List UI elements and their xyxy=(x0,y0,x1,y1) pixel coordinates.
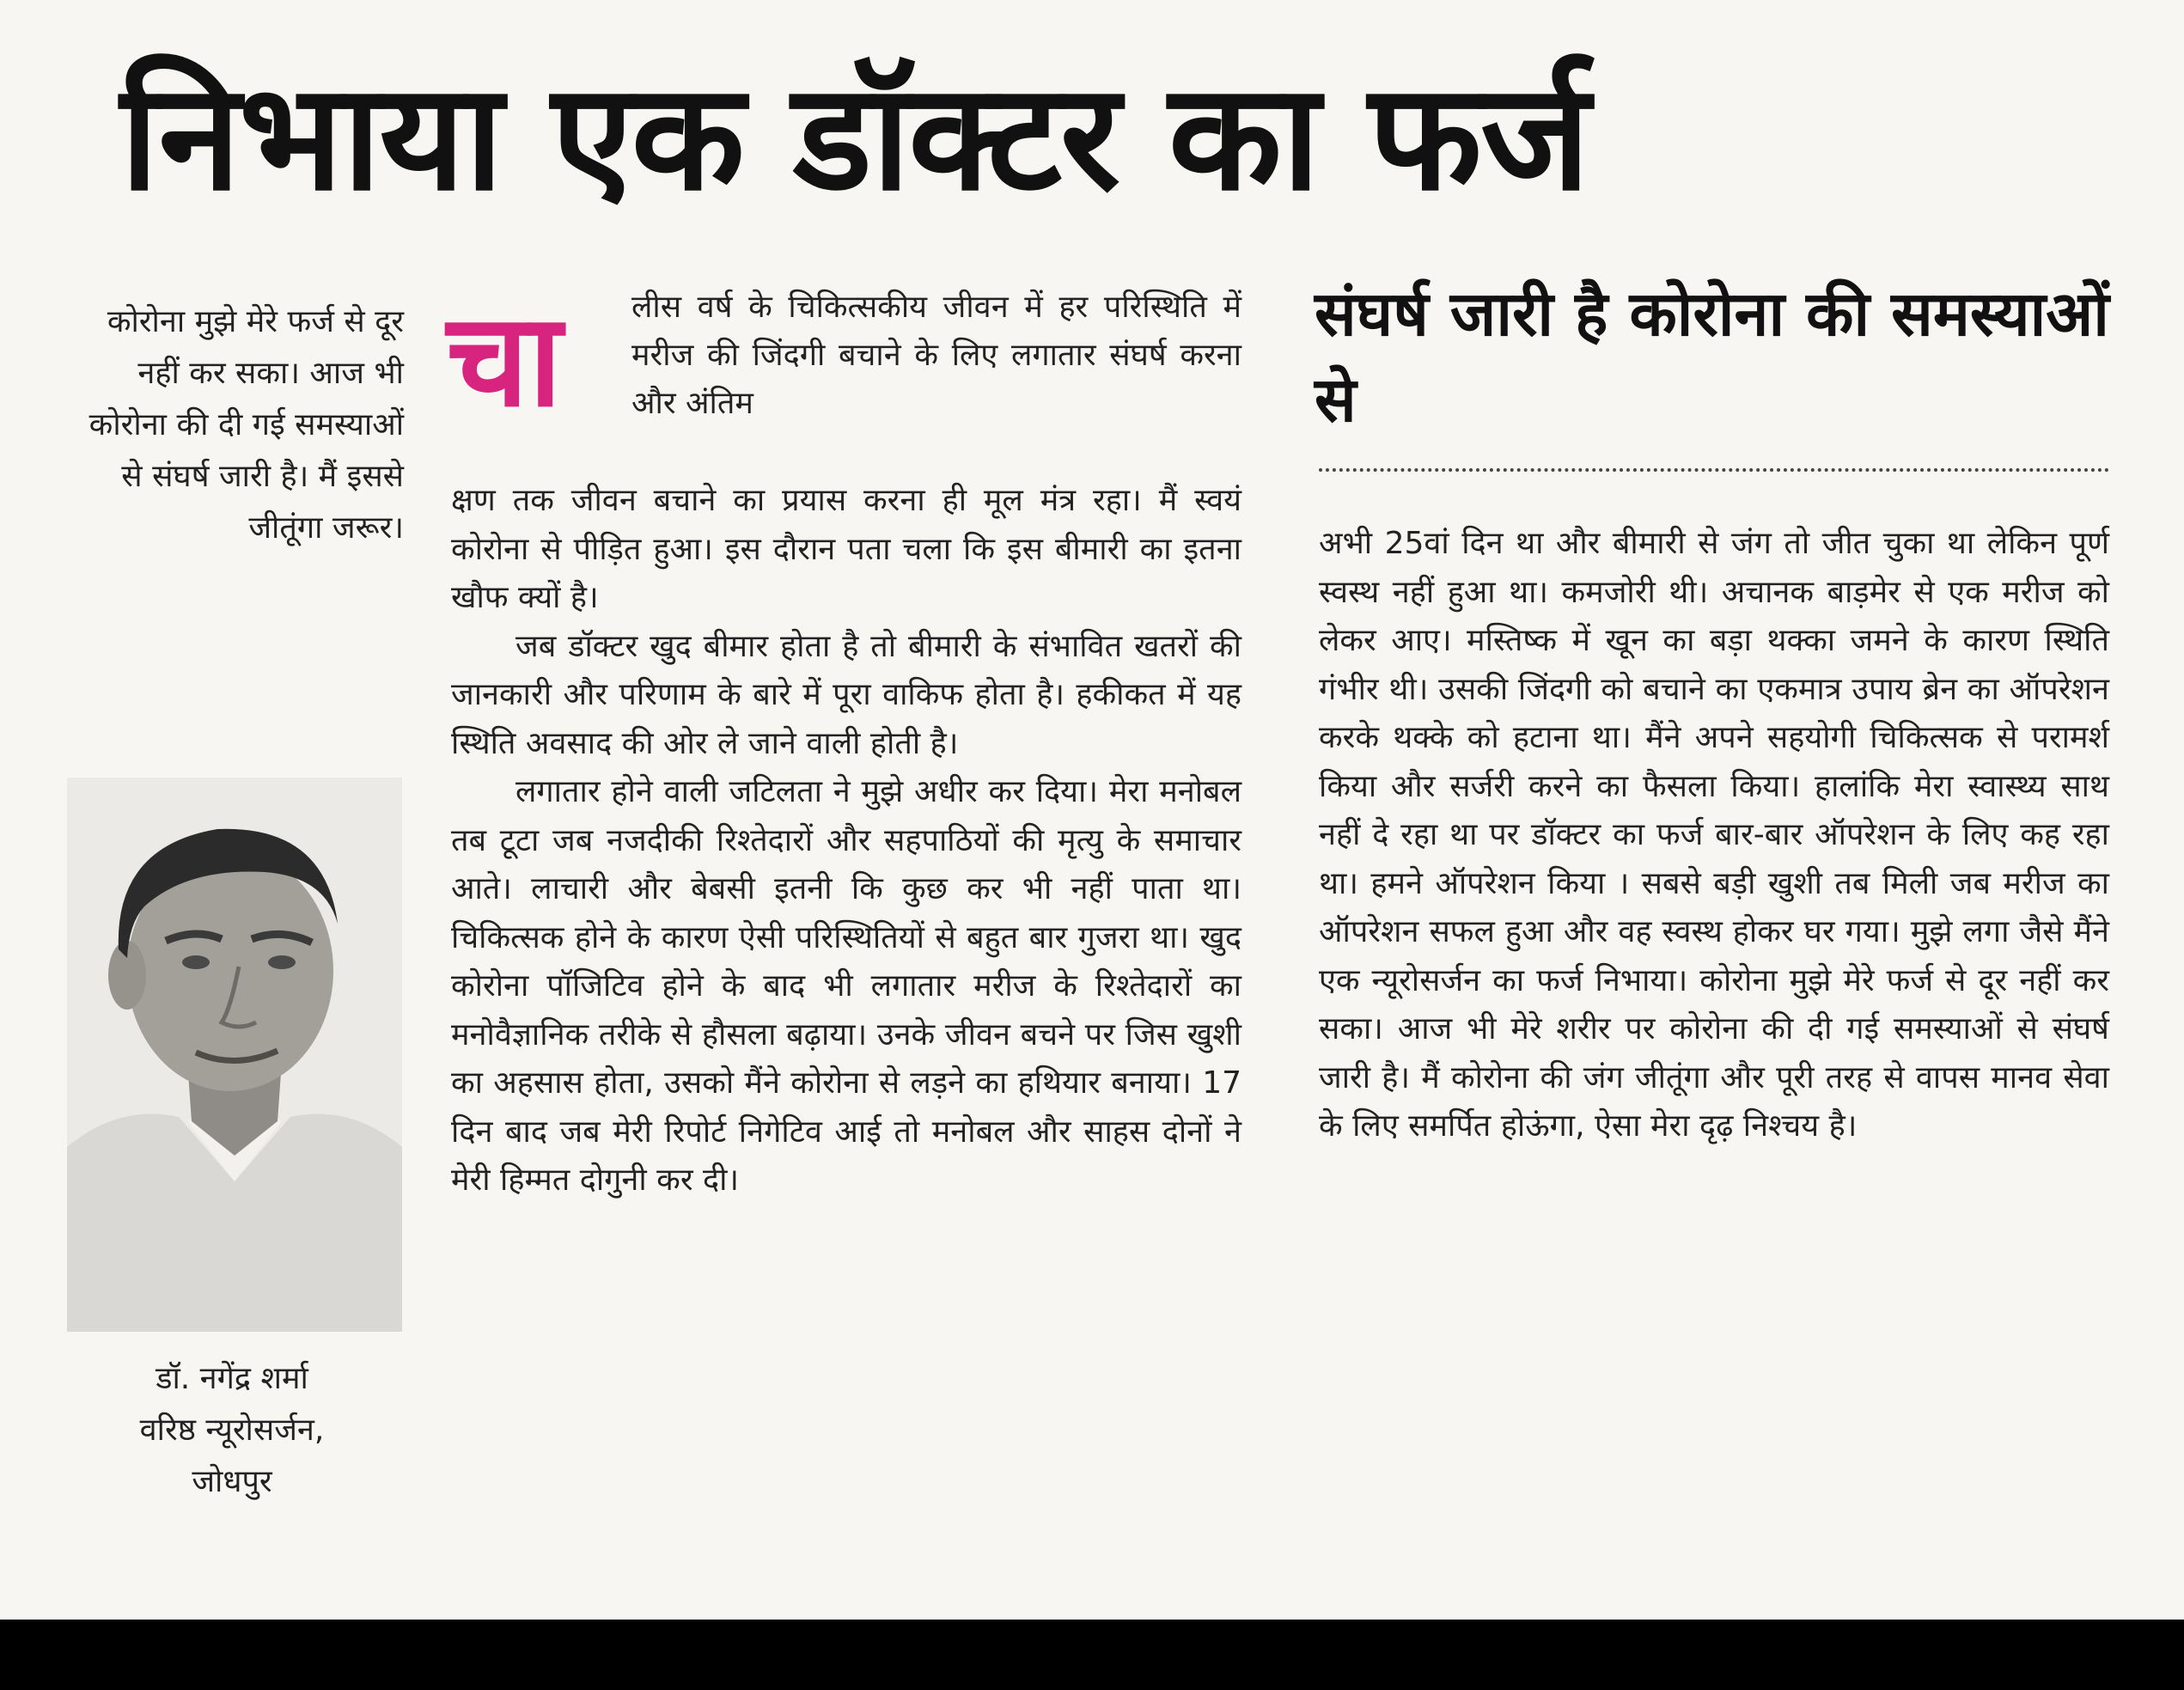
sidebar-body xyxy=(1319,520,2109,1151)
caption-designation: वरिष्ठ न्यूरोसर्जन, xyxy=(139,1412,325,1448)
dotted-divider xyxy=(1319,468,2109,472)
pull-quote: कोरोना मुझे मेरे फर्ज से दूर नहीं कर सका। आज भी कोरोना की दी गई समस्याओं से संघर्ष जारी है। मैं इससे जीतूंगा जरूर। xyxy=(88,304,404,546)
caption-name: डॉ. नगेंद्र शर्मा xyxy=(156,1361,308,1396)
sidebar-paragraph: अभी 25वां दिन था और बीमारी से जंग तो जीत चुका था लेकिन पूर्ण स्वस्थ नहीं हुआ था। कमजोरी थी। अचानक बाड़मेर से एक मरीज को लेकर आए। मस्तिष्क में खून का बड़ा थक्का जमने के कारण स्थिति गंभीर थी। उसकी जिंदगी को बचाने का एकमात्र उपाय ब्रेन का ऑपरेशन करके थक्के को हटाना था। मैंने अपने सहयोगी चिकित्सक से परामर्श किया और सर्जरी करने का फैसला किया। हालांकि मेरा स्वास्थ्य साथ नहीं दे रहा था पर डॉक्टर का फर्ज बार-बार ऑपरेशन के लिए कह रहा था। हमने ऑपरेशन किया । सबसे बड़ी खुशी तब मिली जब मरीज का ऑपरेशन सफल हुआ और वह स्वस्थ होकर घर गया। मुझे लगा जैसे मैंने एक न्यूरोसर्जन का फर्ज निभाया। कोरोना मुझे मेरे फर्ज से दूर नहीं कर सका। आज भी मेरे शरीर पर कोरोना की दी गई समस्याओं से संघर्ष जारी है। मैं कोरोना की जंग जीतूंगा और पूरी तरह से वापस मानव सेवा के लिए समर्पित होऊंगा, ऐसा मेरा दृढ़ निश्चय है। xyxy=(1319,526,2109,1144)
caption-city: जोधपुर xyxy=(192,1464,272,1499)
article-lead: लीस वर्ष के चिकित्सकीय जीवन में हर परिस्थिति में मरीज की जिंदगी बचाने के लिए लगातार संघर्ष करना और अंतिम xyxy=(631,290,1241,421)
headline: निभाया एक डॉक्टर का फर्ज xyxy=(120,51,1589,223)
article-paragraph: क्षण तक जीवन बचाने का प्रयास करना ही मूल मंत्र रहा। मैं स्वयं कोरोना से पीड़ित हुआ। इस दौरान पता चला कि इस बीमारी का इतना खौफ क्यों है। xyxy=(451,483,1241,615)
drop-cap: चा xyxy=(447,286,563,436)
article-paragraph: लगातार होने वाली जटिलता ने मुझे अधीर कर दिया। मेरा मनोबल तब टूटा जब नजदीकी रिश्तेदारों और सहपाठियों की मृत्यु के समाचार आते। लाचारी और बेबसी इतनी कि कुछ कर भी नहीं पाता था। चिकित्सक होने के कारण ऐसी परिस्थितियों से बहुत बार गुजरा था। खुद कोरोना पॉजिटिव होने के बाद भी लगातार मरीज के रिश्तेदारों का मनोवैज्ञानिक तरीके से हौसला बढ़ाया। उनके जीवन बचने पर जिस खुशी का अहसास होता, उसको मैंने कोरोना से लड़ने का हथियार बनाया। 17 दिन बाद जब मेरी रिपोर्ट निगेटिव आई तो मनोबल और साहस दोनों ने मेरी हिम्मत दोगुनी कर दी। xyxy=(451,774,1241,1198)
photo-caption xyxy=(60,1353,404,1508)
article-paragraph: जब डॉक्टर खुद बीमार होता है तो बीमारी के संभावित खतरों की जानकारी और परिणाम के बारे में पूरा वाकिफ होता है। हकीकत में यह स्थिति अवसाद की ओर ले जाने वाली होती है। xyxy=(451,628,1241,761)
article-body xyxy=(451,477,1241,1205)
sidebar-subhead: संघर्ष जारी है कोरोना की समस्याओं से xyxy=(1315,278,2109,436)
portrait-illustration xyxy=(67,778,402,1332)
doctor-portrait-photo xyxy=(67,778,402,1332)
